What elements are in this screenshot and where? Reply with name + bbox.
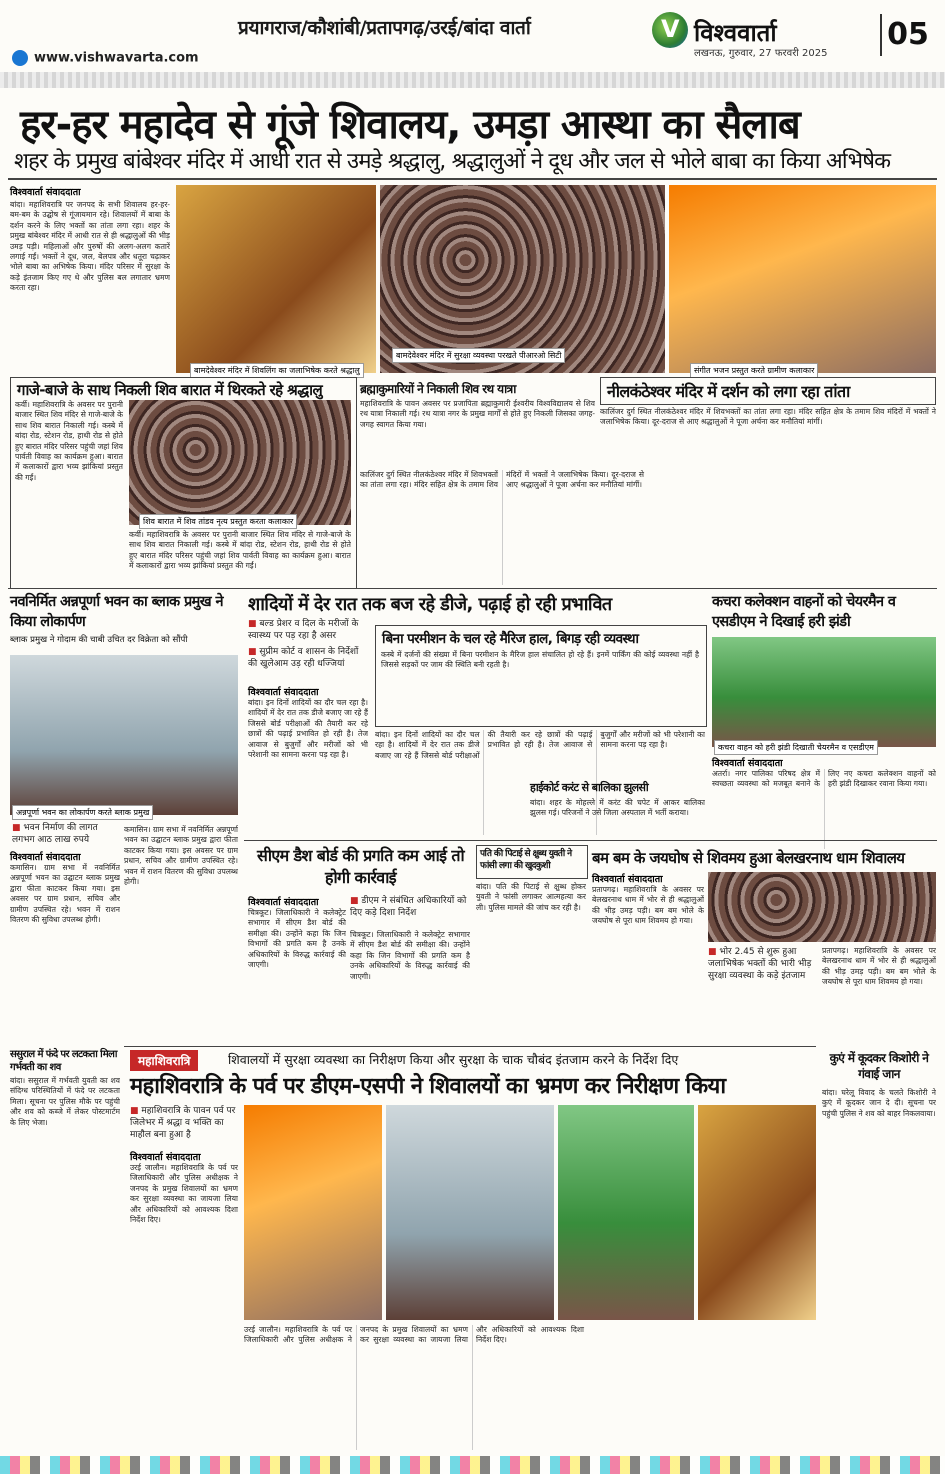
divider (124, 1046, 816, 1047)
edition-title: प्रयागराज/कौशांबी/प्रतापगढ़/उरई/बांदा वार्ता (238, 17, 531, 39)
website-url: www.vishwavarta.com (34, 50, 199, 66)
annapurna-bullet: ■ भवन निर्माण की लागत लगभग आठ लाख रुपये (12, 822, 112, 846)
dateline: लखनऊ, गुरुवार, 27 फरवरी 2025 (694, 48, 828, 59)
chairman-col (712, 756, 936, 849)
divider (8, 588, 937, 589)
chairman-headline: कचरा कलेक्शन वाहनों को चेयरमैन व एसडीएम ने दिखाई हरी झंडी (712, 594, 896, 630)
kuan-headline: कुएं में कूदकर किशोरी ने गंवाई जान (829, 1051, 929, 1081)
dj-body-cont: बांदा। इन दिनों शादियों का दौर चल रहा है। शादियों में देर रात तक डीजे बजाए जा रहे हैं जिससे बोर्ड परीक्षाओं की तैयारी कर रहे छात्रों की पढ़ाई प्रभावित हो रही है। तेज आवाज से बुजुर्गों और मरीजों को भी परेशानी का सामना करना पड़ रहा है। (375, 730, 705, 760)
annapurna-col (10, 850, 120, 1058)
annapurna-caption: अन्नपूर्णा भवन का लोकार्पण करते ब्लाक प्रमुख (12, 805, 153, 820)
cm-dashboard-headline: सीएम डैश बोर्ड की प्रगति कम आई तो होगी कार्रवाई (257, 846, 464, 887)
dm-sp-kicker: शिवालयों में सुरक्षा व्यवस्था का निरीक्षण किया और सुरक्षा के चाक चौबंद इंतजाम करने के निर्देश दिए (228, 1052, 679, 1067)
chairman-photo (712, 637, 936, 747)
row2-continued-text: कालिंजर दुर्ग स्थित नीलकंठेश्वर मंदिर में शिवभक्तों का तांता लगा रहा। मंदिर सहित क्षेत्र के तमाम शिव मंदिरों में भक्तों ने जलाभिषेक किया। दूर-दराज से आए श्रद्धालुओं ने पूजा अर्चना कर मनौतियां मांगीं। (360, 470, 644, 490)
annapurna-byline: विश्ववार्ता संवाददाता (10, 852, 81, 863)
sasural-headline: ससुराल में फंदे पर लटकता मिला गर्भवती का शव (10, 1049, 117, 1073)
dm-sp-headline: महाशिवरात्रि के पर्व पर डीएम-एसपी ने शिवालयों का भ्रमण कर निरीक्षण किया (130, 1074, 726, 1099)
baraat-caption: शिव बारात में शिव तांडव नृत्य प्रस्तुत करता कलाकार (139, 514, 297, 529)
brahmakumari-body: महाशिवरात्रि के पावन अवसर पर प्रजापिता ब्रह्माकुमारी ईश्वरीय विश्वविद्यालय से शिव रथ यात्रा निकाली गई। रथ यात्रा नगर के प्रमुख मार्गों से होते हुए निकली जिसका जगह-जगह स्वागत किया गया। (360, 399, 595, 429)
annapurna-body: कमासिन। ग्राम सभा में नवनिर्मित अन्नपूर्णा भवन का उद्घाटन ब्लाक प्रमुख द्वारा फीता काटकर किया गया। इस अवसर पर ग्राम प्रधान, सचिव और ग्रामीण उपस्थित रहे। भवन में राशन वितरण की सुविधा उपलब्ध होगी। (10, 863, 120, 925)
lead-body: बांदा। महाशिवरात्रि पर जनपद के सभी शिवालय हर-हर-बम-बम के उद्घोष से गूंजायमान रहे। शिवालयों में बाबा के दर्शन करने के लिए भक्तों का तांता लगा रहा। शहर के प्रमुख बांबेश्वर मंदिर में आधी रात से ही श्रद्धालुओं की भीड़ उमड़ पड़ी। महिलाओं और पुरुषों की अलग-अलग कतारें लगाई गईं। भक्तों ने दूध, जल, बेलपत्र और धतूरा चढ़ाकर भोले बाबा का अभिषेक किया। मंदिर परिसर में सुरक्षा के कड़े इंतजाम किए गए थे और पुलिस बल लगातार भ्रमण करता रहा। (10, 200, 170, 293)
chairman-caption: कचरा वाहन को हरी झंडी दिखाती चेयरमैन व एसडीएम (714, 740, 878, 755)
highcourt-body: बांदा। शहर के मोहल्ले में करंट की चपेट में आकर बालिका झुलस गई। परिजनों ने उसे जिला अस्पताल में भर्ती कराया। (530, 798, 705, 818)
dm-sp-byline: विश्ववार्ता संवाददाता (130, 1152, 201, 1163)
kuan-body: बांदा। घरेलू विवाद के चलते किशोरी ने कुएं में कूदकर जान दे दी। सूचना पर पहुंची पुलिस ने शव को बाहर निकलवाया। (822, 1088, 936, 1118)
globe-icon (12, 50, 28, 66)
lead-photo-3 (669, 185, 936, 373)
dm-sp-bullet: ■ महाशिवरात्रि के पावन पर्व पर जिलेभर में श्रद्धा व भक्ति का माहौल बना हुआ है (130, 1105, 238, 1141)
annapurna-photo (10, 655, 238, 815)
marriage-hall-headline: बिना परमीशन के चल रहे मैरिज हाल, बिगड़ रही व्यवस्था (382, 631, 639, 647)
dj-bullet-2: ■ सुप्रीम कोर्ट व शासन के निर्देशों की खुलेआम उड़ रही धज्जियां (248, 646, 368, 670)
divider (244, 840, 937, 841)
lead-subheadline: शहर के प्रमुख बांबेश्वर मंदिर में आधी रात से उमड़े श्रद्धालु, श्रद्धालुओं ने दूध और जल से भोले बाबा का किया अभिषेक (14, 149, 891, 174)
belkharnath-bullet: ■ भोर 2.45 से शुरू हुआ जलाभिषेक भक्तों की भारी भीड़ सुरक्षा व्यवस्था के कड़े इंतजाम (708, 946, 818, 982)
lead-column (10, 185, 170, 378)
cm-dashboard-body: चित्रकूट। जिलाधिकारी ने कलेक्ट्रेट सभागार में सीएम डैश बोर्ड की समीक्षा की। उन्होंने कहा कि जिन विभागों की प्रगति कम है उनके अधिकारियों के विरुद्ध कार्रवाई की जाएगी। (248, 908, 346, 970)
annapurna-story (10, 592, 238, 645)
dm-sp-photo-2 (386, 1105, 554, 1320)
neelkanth-headline: नीलकंठेश्वर मंदिर में दर्शन को लगा रहा तांता (600, 377, 936, 405)
belkharnath-byline: विश्ववार्ता संवाददाता (592, 874, 663, 885)
brand-name: विश्ववार्ता (694, 19, 777, 47)
section-tag: महाशिवरात्रि (130, 1050, 198, 1071)
baraat-headline: गाजे-बाजे के साथ निकली शिव बारात में थिरकते रहे श्रद्धालु (17, 381, 323, 399)
dm-sp-photo-3 (558, 1105, 694, 1320)
highcourt-headline: हाईकोर्ट करंट से बालिका झुलसी (530, 781, 649, 794)
dj-bullet-1: ■ बल्ड प्रेशर व दिल के मरीजों के स्वास्थ्य पर पड़ रहा है असर (248, 618, 368, 642)
print-color-bar (0, 1456, 945, 1474)
husband-story (476, 845, 588, 879)
cm-dashboard-body-cont: चित्रकूट। जिलाधिकारी ने कलेक्ट्रेट सभागार में सीएम डैश बोर्ड की समीक्षा की। उन्होंने कहा कि जिन विभागों की प्रगति कम है उनके अधिकारियों के विरुद्ध कार्रवाई की जाएगी। (350, 930, 470, 981)
header-rule (0, 72, 945, 88)
annapurna-body-cont: कमासिन। ग्राम सभा में नवनिर्मित अन्नपूर्णा भवन का उद्घाटन ब्लाक प्रमुख द्वारा फीता काटकर किया गया। इस अवसर पर ग्राम प्रधान, सचिव और ग्रामीण उपस्थित रहे। भवन में राशन वितरण की सुविधा उपलब्ध होगी। (124, 825, 238, 887)
globe-logo-icon: V (652, 12, 688, 48)
belkharnath-headline: बम बम के जयघोष से शिवमय हुआ बेलखरनाथ धाम शिवालय (592, 849, 905, 867)
marriage-hall-story (375, 625, 707, 727)
husband-body: बांदा। पति की पिटाई से क्षुब्ध होकर युवती ने फांसी लगाकर आत्महत्या कर ली। पुलिस मामले की जांच कर रही है। (476, 882, 586, 912)
baraat-photo (129, 400, 351, 525)
belkharnath-body: प्रतापगढ़। महाशिवरात्रि के अवसर पर बेलखरनाथ धाम में भोर से ही श्रद्धालुओं की भीड़ उमड़ पड़ी। बम बम भोले के जयघोष से पूरा धाम शिवमय हो गया। (592, 885, 704, 926)
baraat-body: कर्वी। महाशिवरात्रि के अवसर पर पुरानी बाजार स्थित शिव मंदिर से गाजे-बाजे के साथ शिव बारात निकाली गई। कस्बे में बांदा रोड, स्टेशन रोड, हाथी रोड से होते हुए बारात मंदिर परिसर पहुंची जहां शिव पार्वती विवाह का कार्यक्रम हुआ। बारात में कलाकारों द्वारा भव्य झांकियां प्रस्तुत की गईं। (15, 400, 123, 482)
dj-body: बांदा। इन दिनों शादियों का दौर चल रहा है। शादियों में देर रात तक डीजे बजाए जा रहे हैं जिससे बोर्ड परीक्षाओं की तैयारी कर रहे छात्रों की पढ़ाई प्रभावित हो रही है। तेज आवाज से बुजुर्गों और मरीजों को भी परेशानी का सामना करना पड़ रहा है। (248, 698, 368, 760)
lead-photo-2 (380, 185, 665, 373)
chairman-body: अतर्रा। नगर पालिका परिषद क्षेत्र में स्वच्छता व्यवस्था को मजबूत बनाने के लिए नए कचरा कलेक्शन वाहनों को हरी झंडी दिखाकर रवाना किया गया। (712, 769, 936, 789)
dj-col (248, 685, 368, 848)
neelkanth-story (600, 377, 936, 473)
cm-dashboard-bullet: ■ डीएम ने संबंधित अधिकारियों को दिए कड़े दिशा निर्देश (350, 895, 470, 919)
page-number: 05 (880, 14, 934, 56)
marriage-hall-body: कस्बे में दर्जनों की संख्या में बिना परमीशन के मैरिज हाल संचालित हो रहे हैं। इनमें पार्किंग की कोई व्यवस्था नहीं है जिससे सड़कों पर जाम की स्थिति बनी रहती है। (381, 650, 699, 670)
belkharnath-col (592, 872, 704, 1055)
dm-sp-photo-4 (698, 1105, 816, 1320)
cm-dashboard-byline: विश्ववार्ता संवाददाता (248, 897, 319, 908)
dm-sp-col (130, 1150, 238, 1458)
website[interactable] (12, 50, 199, 66)
belkharnath-photo (708, 872, 936, 942)
annapurna-sub: ब्लाक प्रमुख ने गोदाम की चाबी उचित दर विक्रेता को सौंपी (10, 635, 188, 645)
dj-byline: विश्ववार्ता संवाददाता (248, 687, 319, 698)
sasural-body: बांदा। ससुराल में गर्भवती युवती का शव संदिग्ध परिस्थितियों में फंदे पर लटकता मिला। सूचना पर पुलिस मौके पर पहुंची और शव को कब्जे में लेकर पोस्टमार्टम के लिए भेजा। (10, 1076, 120, 1127)
cm-dashboard-col (248, 895, 346, 1048)
dj-headline: शादियों में देर रात तक बज रहे डीजे, पढ़ाई हो रही प्रभावित (248, 594, 612, 615)
baraat-body-cont: कर्वी। महाशिवरात्रि के अवसर पर पुरानी बाजार स्थित शिव मंदिर से गाजे-बाजे के साथ शिव बारात निकाली गई। कस्बे में बांदा रोड, स्टेशन रोड, हाथी रोड से होते हुए बारात मंदिर परिसर पहुंची जहां शिव पार्वती विवाह का कार्यक्रम हुआ। बारात में कलाकारों द्वारा भव्य झांकियां प्रस्तुत की गईं। (129, 530, 351, 571)
lead-caption-2: बामदेवेश्वर मंदिर में सुरक्षा व्यवस्था परखते पीआरओ सिटी (392, 348, 565, 363)
dm-sp-photo-1 (244, 1105, 382, 1320)
masthead (652, 12, 877, 59)
baraat-story (10, 377, 357, 589)
belkharnath-body-cont: प्रतापगढ़। महाशिवरात्रि के अवसर पर बेलखरनाथ धाम में भोर से ही श्रद्धालुओं की भीड़ उमड़ पड़ी। बम बम भोले के जयघोष से पूरा धाम शिवमय हो गया। (822, 946, 936, 987)
dm-sp-body: उरई जालौन। महाशिवरात्रि के पर्व पर जिलाधिकारी और पुलिस अधीक्षक ने जनपद के प्रमुख शिवालयों का भ्रमण कर सुरक्षा व्यवस्था का जायजा लिया और अधिकारियों को आवश्यक दिशा निर्देश दिए। (130, 1163, 238, 1225)
brahmakumari-headline: ब्रह्माकुमारियों ने निकाली शिव रथ यात्रा (360, 382, 516, 396)
brahmakumari-story (360, 380, 595, 465)
husband-headline: पति की पिटाई से क्षुब्ध युवती ने फांसी लगा की खुदकुशी (480, 849, 572, 871)
lead-byline: विश्ववार्ता संवाददाता (10, 187, 81, 198)
lead-headline: हर-हर महादेव से गूंजे शिवालय, उमड़ा आस्था का सैलाब (20, 102, 800, 148)
dj-bullets (248, 618, 368, 670)
lead-photo-1 (176, 185, 376, 373)
dm-sp-body-cont: उरई जालौन। महाशिवरात्रि के पर्व पर जिलाधिकारी और पुलिस अधीक्षक ने जनपद के प्रमुख शिवालयों का भ्रमण कर सुरक्षा व्यवस्था का जायजा लिया और अधिकारियों को आवश्यक दिशा निर्देश दिए। (244, 1325, 584, 1345)
divider (8, 178, 937, 180)
sasural-story (10, 1048, 120, 1286)
lead-caption-3: संगीत भजन प्रस्तुत करते ग्रामीण कलाकार (690, 363, 818, 378)
neelkanth-body: कालिंजर दुर्ग स्थित नीलकंठेश्वर मंदिर में शिवभक्तों का तांता लगा रहा। मंदिर सहित क्षेत्र के तमाम शिव मंदिरों में भक्तों ने जलाभिषेक किया। दूर-दराज से आए श्रद्धालुओं ने पूजा अर्चना कर मनौतियां मांगीं। (600, 407, 936, 427)
annapurna-headline: नवनिर्मित अन्नपूर्णा भवन का ब्लाक प्रमुख ने किया लोकार्पण (10, 594, 223, 630)
chairman-byline: विश्ववार्ता संवाददाता (712, 758, 783, 769)
lead-caption-1: बामदेवेश्वर मंदिर में शिवलिंग का जलाभिषेक करते श्रद्धालु (190, 363, 364, 378)
